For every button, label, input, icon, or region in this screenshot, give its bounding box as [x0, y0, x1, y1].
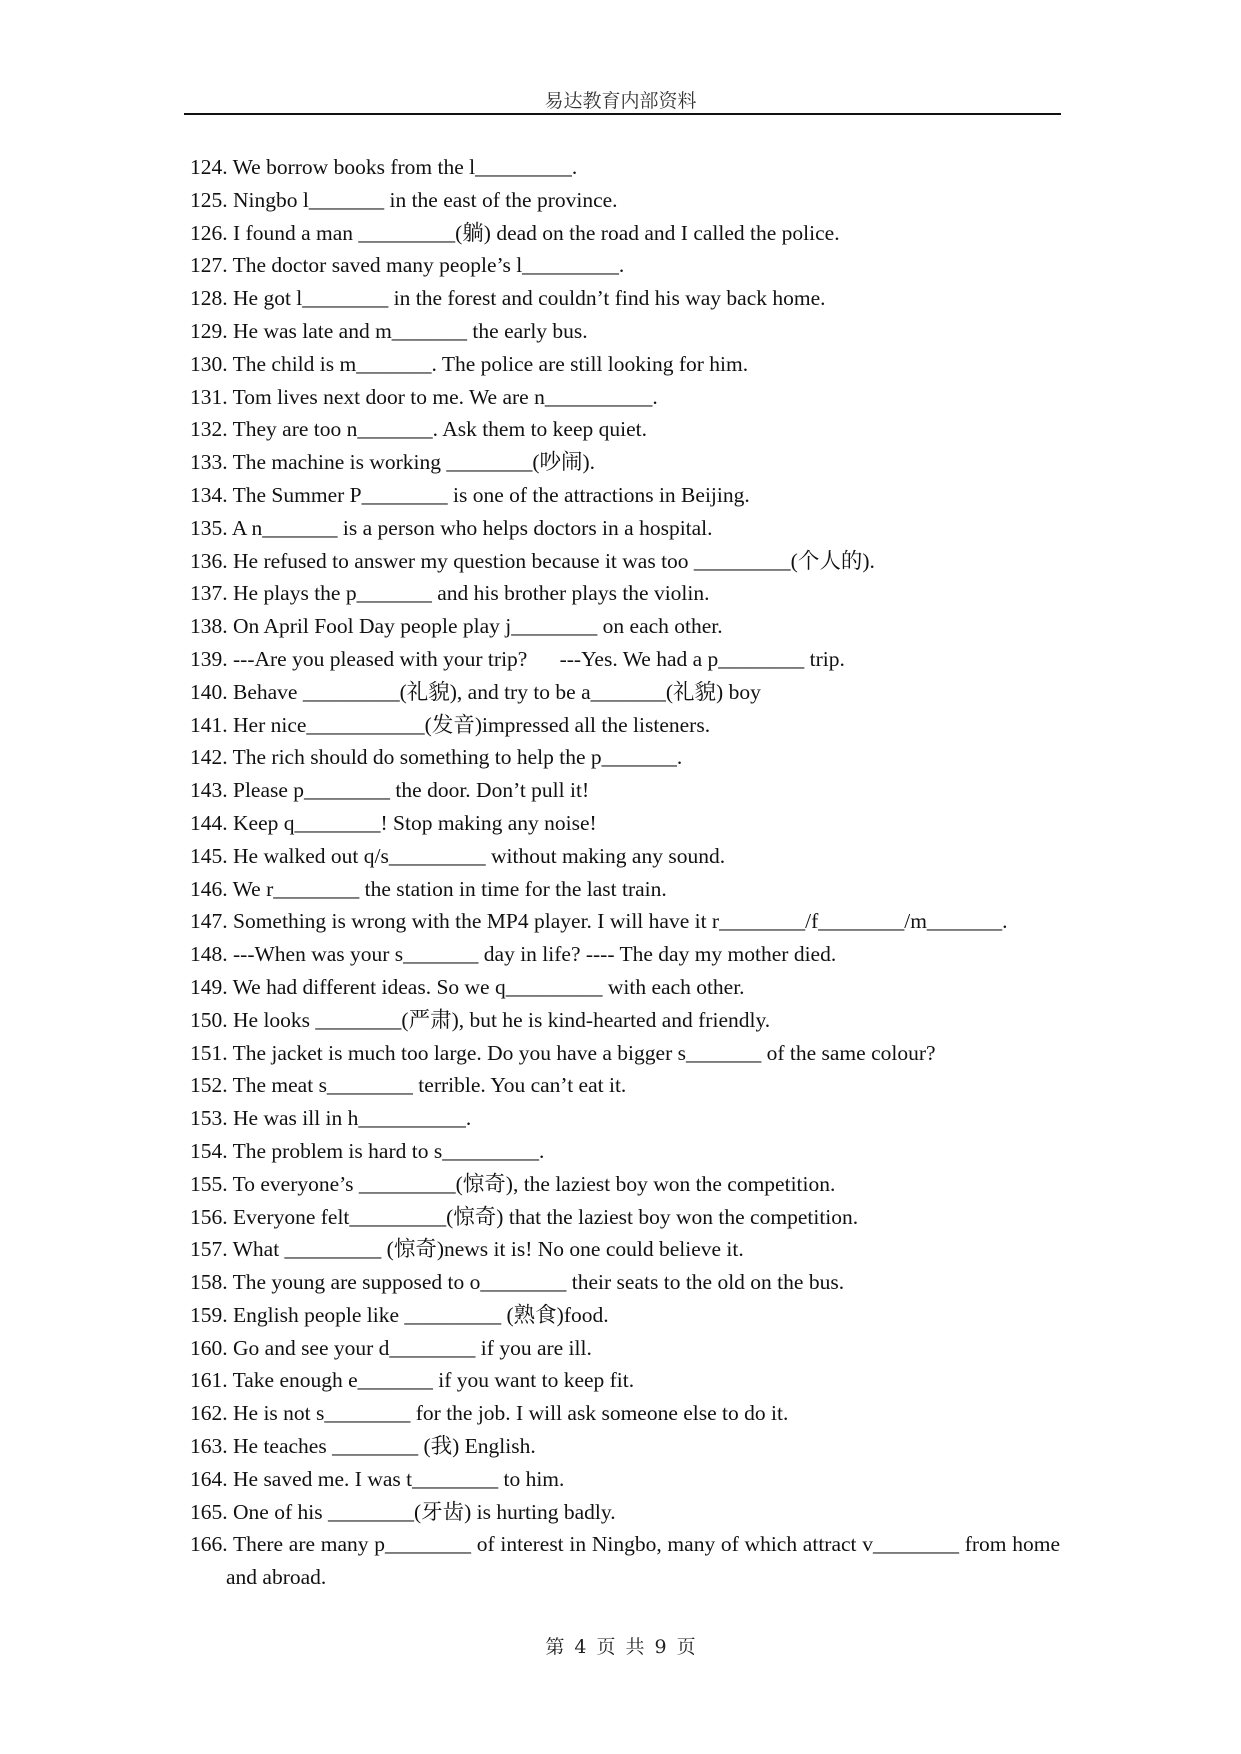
question-item: 166. There are many p________ of interest in Ningbo, many of which attract v________ from home and abroad. — [190, 1532, 1066, 1590]
header-divider — [184, 113, 1061, 115]
question-item: 138. On April Fool Day people play j________ on each other. — [190, 614, 723, 639]
question-item: 163. He teaches ________ (我) English. — [190, 1434, 536, 1459]
page-header-title: 易达教育内部资料 — [544, 90, 697, 112]
question-item: 124. We borrow books from the l_________. — [190, 155, 578, 179]
question-item: 132. They are too n_______. Ask them to keep quiet. — [190, 417, 648, 442]
question-item: 147. Something is wrong with the MP4 player. I will have it r________/f________/m_______. — [190, 909, 1008, 934]
question-item: 133. The machine is working ________(吵闹). — [190, 450, 596, 475]
question-item: 126. I found a man _________(躺) dead on the road and I called the police. — [190, 220, 840, 245]
question-item: 157. What _________ (惊奇)news it is! No one could believe it. — [190, 1237, 744, 1262]
question-item: 155. To everyone’s _________(惊奇), the laziest boy won the competition. — [190, 1171, 836, 1196]
question-item: 125. Ningbo l_______ in the east of the province. — [190, 187, 618, 212]
question-item: 131. Tom lives next door to me. We are n__________. — [190, 384, 658, 409]
question-item: 136. He refused to answer my question because it was too _________(个人的). — [190, 548, 875, 573]
question-item: 158. The young are supposed to o________ their seats to the old on the bus. — [190, 1270, 845, 1295]
question-item: 162. He is not s________ for the job. I will ask someone else to do it. — [190, 1401, 789, 1426]
question-item: 128. He got l________ in the forest and couldn’t find his way back home. — [190, 286, 826, 311]
question-item: 146. We r________ the station in time for the last train. — [190, 876, 667, 901]
question-item: 145. He walked out q/s_________ without making any sound. — [190, 843, 726, 868]
question-item: 148. ---When was your s_______ day in life? ---- The day my mother died. — [190, 942, 837, 967]
question-item: 129. He was late and m_______ the early bus. — [190, 318, 588, 343]
question-item: 154. The problem is hard to s_________. — [190, 1138, 545, 1163]
question-list — [190, 151, 1066, 1594]
question-item: 130. The child is m_______. The police are still looking for him. — [190, 351, 749, 376]
question-item: 137. He plays the p_______ and his brother plays the violin. — [190, 581, 710, 606]
question-item: 152. The meat s________ terrible. You can’t eat it. — [190, 1073, 627, 1098]
question-item: 151. The jacket is much too large. Do you have a bigger s_______ of the same colour? — [190, 1040, 936, 1065]
question-item: 150. He looks ________(严肃), but he is kind-hearted and friendly. — [190, 1007, 771, 1032]
question-item: 159. English people like _________ (熟食)food. — [190, 1302, 609, 1327]
question-item: 134. The Summer P________ is one of the attractions in Beijing. — [190, 482, 750, 507]
page-number: 第 4 页 共 9 页 — [545, 1636, 696, 1658]
question-item: 140. Behave _________(礼貌), and try to be a_______(礼貌) boy — [190, 679, 761, 704]
question-item: 141. Her nice___________(发音)impressed all the listeners. — [190, 712, 711, 737]
question-item: 143. Please p________ the door. Don’t pull it! — [190, 778, 590, 803]
question-item: 160. Go and see your d________ if you are ill. — [190, 1335, 592, 1360]
question-item: 156. Everyone felt_________(惊奇) that the laziest boy won the competition. — [190, 1204, 859, 1229]
question-item: 135. A n_______ is a person who helps doctors in a hospital. — [190, 515, 713, 540]
question-item: 161. Take enough e_______ if you want to keep fit. — [190, 1368, 635, 1393]
question-item: 139. ---Are you pleased with your trip? ---Yes. We had a p________ trip. — [190, 646, 845, 671]
question-item: 164. He saved me. I was t________ to him. — [190, 1466, 565, 1491]
question-item: 144. Keep q________! Stop making any noise! — [190, 810, 597, 835]
question-item: 127. The doctor saved many people’s l_________. — [190, 253, 625, 278]
question-item: 149. We had different ideas. So we q_________ with each other. — [190, 974, 745, 999]
question-item: 153. He was ill in h__________. — [190, 1106, 472, 1131]
question-item: 142. The rich should do something to help the p_______. — [190, 745, 683, 770]
question-item: 165. One of his ________(牙齿) is hurting badly. — [190, 1499, 616, 1524]
